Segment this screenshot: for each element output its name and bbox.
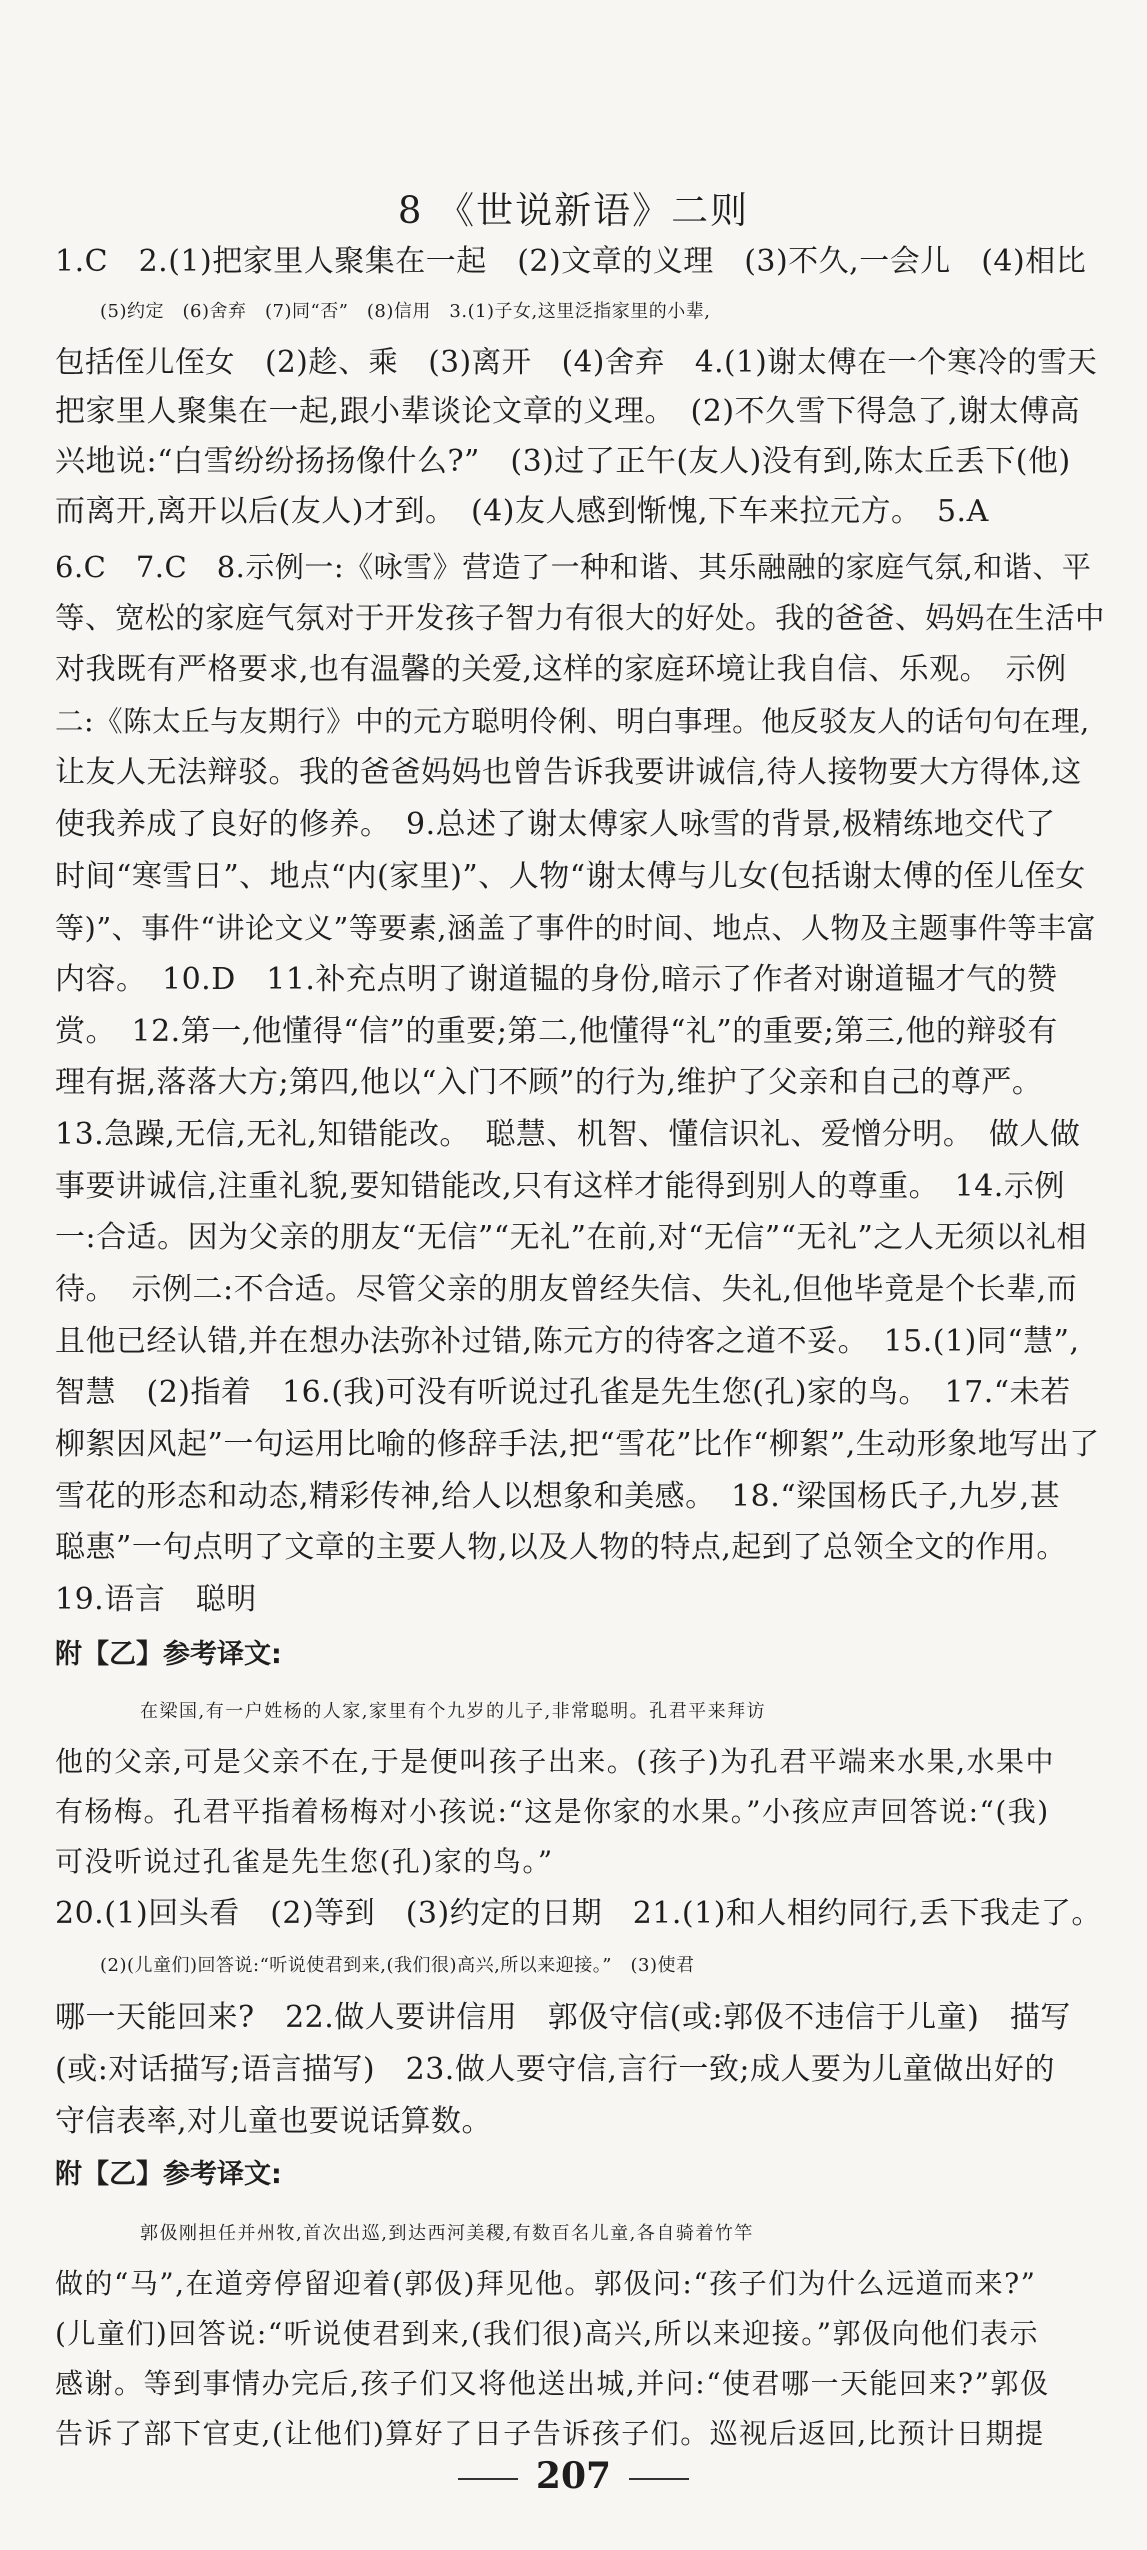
page-number-footer — [0, 2455, 1147, 2497]
appendix-heading: 附【乙】参考译文: — [55, 1639, 282, 1670]
answer-line: 对我既有严格要求,也有温馨的关爱,这样的家庭环境让我自信、乐观。 示例 — [55, 652, 1067, 687]
answer-line: 1.C 2.(1)把家里人聚集在一起 (2)文章的义理 (3)不久,一会儿 (4)相比 — [55, 244, 1087, 279]
translation-line: 可没听说过孔雀是先生您(孔)家的鸟。” — [55, 1845, 554, 1878]
answer-line: 哪一天能回来? 22.做人要讲信用 郭伋守信(或:郭伋不违信于儿童) 描写 — [55, 2000, 1071, 2035]
translation-line: 在梁国,有一户姓杨的人家,家里有个九岁的儿子,非常聪明。孔君平来拜访 — [140, 1701, 767, 1722]
answer-line: 一:合适。因为父亲的朋友“无信”“无礼”在前,对“无信”“无礼”之人无须以礼相 — [55, 1220, 1087, 1255]
answer-line: 且他已经认错,并在想办法弥补过错,陈元方的待客之道不妥。 15.(1)同“慧”, — [55, 1324, 1080, 1359]
answer-line: 让友人无法辩驳。我的爸爸妈妈也曾告诉我要讲诚信,待人接物要大方得体,这 — [55, 755, 1082, 790]
answer-line: 使我养成了良好的修养。 9.总述了谢太傅家人咏雪的背景,极精练地交代了 — [55, 807, 1056, 842]
answer-line: (或:对话描写;语言描写) 23.做人要守信,言行一致;成人要为儿童做出好的 — [55, 2052, 1055, 2087]
answer-line: 兴地说:“白雪纷纷扬扬像什么?” (3)过了正午(友人)没有到,陈太丘丢下(他) — [55, 444, 1071, 479]
answer-line: 理有据,落落大方;第四,他以“入门不顾”的行为,维护了父亲和自己的尊严。 — [55, 1065, 1043, 1100]
answer-line: 13.急躁,无信,无礼,知错能改。 聪慧、机智、懂信识礼、爱憎分明。 做人做 — [55, 1117, 1081, 1152]
footer-dash-right — [629, 2478, 689, 2480]
translation-line: 告诉了部下官吏,(让他们)算好了日子告诉孩子们。巡视后返回,比预计日期提 — [55, 2417, 1045, 2450]
answer-line: 柳絮因风起”一句运用比喻的修辞手法,把“雪花”比作“柳絮”,生动形象地写出了 — [55, 1427, 1100, 1462]
answer-line: 内容。 10.D 11.补充点明了谢道韫的身份,暗示了作者对谢道韫才气的赞 — [55, 962, 1058, 997]
answer-line: 20.(1)回头看 (2)等到 (3)约定的日期 21.(1)和人相约同行,丢下我走了。 — [55, 1896, 1102, 1931]
page-number: 207 — [535, 2455, 612, 2497]
answer-line: 19.语言 聪明 — [55, 1582, 257, 1617]
answer-line: 而离开,离开以后(友人)才到。 (4)友人感到惭愧,下车来拉元方。 5.A — [55, 494, 989, 529]
answer-line: 把家里人聚集在一起,跟小辈谈论文章的义理。 (2)不久雪下得急了,谢太傅高 — [55, 394, 1081, 429]
answer-line: 6.C 7.C 8.示例一:《咏雪》营造了一种和谐、其乐融融的家庭气氛,和谐、平 — [55, 550, 1092, 584]
answer-line: 包括侄儿侄女 (2)趁、乘 (3)离开 (4)舍弃 4.(1)谢太傅在一个寒冷的雪天 — [55, 345, 1098, 379]
answer-line: 赏。 12.第一,他懂得“信”的重要;第二,他懂得“礼”的重要;第三,他的辩驳有 — [55, 1014, 1058, 1049]
appendix-heading: 附【乙】参考译文: — [55, 2159, 282, 2190]
translation-line: 感谢。等到事情办完后,孩子们又将他送出城,并问:“使君哪一天能回来?”郭伋 — [55, 2367, 1050, 2400]
answer-line: 等、宽松的家庭气氛对于开发孩子智力有很大的好处。我的爸爸、妈妈在生活中 — [55, 601, 1106, 635]
answer-line: (2)(儿童们)回答说:“听说使君到来,(我们很)高兴,所以来迎接。” (3)使君 — [100, 1955, 695, 1976]
answer-line: 守信表率,对儿童也要说话算数。 — [55, 2104, 493, 2139]
translation-line: 他的父亲,可是父亲不在,于是便叫孩子出来。(孩子)为孔君平端来水果,水果中 — [55, 1745, 1056, 1778]
answer-line: 二:《陈太丘与友期行》中的元方聪明伶俐、明白事理。他反驳友人的话句句在理, — [55, 705, 1090, 738]
answer-line: (5)约定 (6)舍弃 (7)同“否” (8)信用 3.(1)子女,这里泛指家里的小辈, — [100, 301, 711, 322]
footer-dash-left — [458, 2478, 518, 2480]
translation-line: 有杨梅。孔君平指着杨梅对小孩说:“这是你家的水果。”小孩应声回答说:“(我) — [55, 1795, 1050, 1828]
answer-line: 等)”、事件“讲论文义”等要素,涵盖了事件的时间、地点、人物及主题事件等丰富 — [55, 911, 1097, 945]
translation-line: (儿童们)回答说:“听说使君到来,(我们很)高兴,所以来迎接。”郭伋向他们表示 — [55, 2317, 1040, 2350]
answer-line: 待。 示例二:不合适。尽管父亲的朋友曾经失信、失礼,但他毕竟是个长辈,而 — [55, 1272, 1078, 1307]
answer-line: 聪惠”一句点明了文章的主要人物,以及人物的特点,起到了总领全文的作用。 — [55, 1530, 1067, 1565]
translation-line: 做的“马”,在道旁停留迎着(郭伋)拜见他。郭伋问:“孩子们为什么远道而来?” — [55, 2267, 1037, 2300]
translation-line: 郭伋刚担任并州牧,首次出巡,到达西河美稷,有数百名儿童,各自骑着竹竿 — [140, 2223, 754, 2244]
section-title: 8 《世说新语》二则 — [397, 189, 750, 232]
answer-line: 事要讲诚信,注重礼貌,要知错能改,只有这样才能得到别人的尊重。 14.示例 — [55, 1169, 1065, 1204]
answer-line: 时间“寒雪日”、地点“内(家里)”、人物“谢太傅与儿女(包括谢太傅的侄儿侄女 — [55, 859, 1086, 894]
answer-line: 雪花的形态和动态,精彩传神,给人以想象和美感。 18.“梁国杨氏子,九岁,甚 — [55, 1479, 1061, 1514]
answer-line: 智慧 (2)指着 16.(我)可没有听说过孔雀是先生您(孔)家的鸟。 17.“未若 — [55, 1375, 1071, 1410]
